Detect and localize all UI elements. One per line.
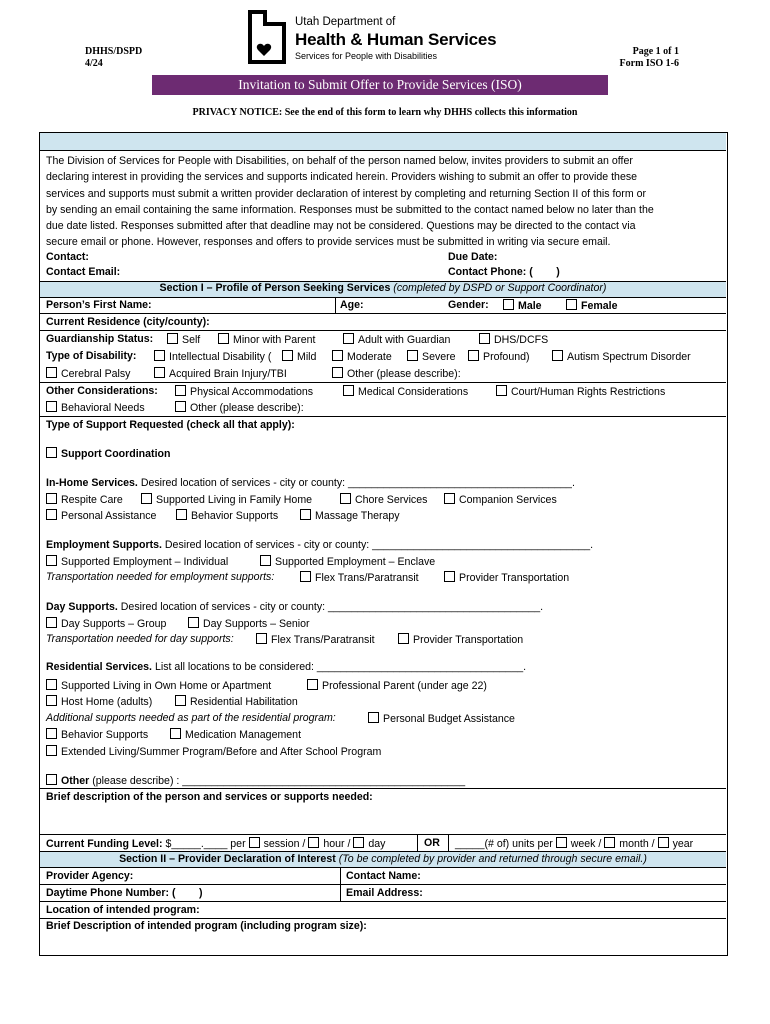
page-label: Page 1 of 1	[632, 46, 679, 57]
day-group[interactable]	[46, 617, 166, 631]
residential-label: Residential Services.	[46, 661, 152, 673]
option-label: Companion Services	[459, 494, 557, 506]
option-label: day	[368, 838, 386, 850]
option-label: session /	[263, 838, 306, 850]
employment-desired: Desired location of services - city or county: _____________________________________.	[164, 539, 594, 551]
checkbox[interactable]	[167, 333, 178, 344]
intro-line: The Division of Services for People with Disabilities, on behalf of the person named below, invites providers to submit an offer	[46, 155, 633, 167]
intro-line: by sending an email containing the same information. Responses must be submitted to the contact named below no later than the	[46, 203, 654, 216]
residential-behavior[interactable]	[46, 728, 148, 742]
option-label: Day Supports – Senior	[203, 618, 310, 630]
checkbox[interactable]	[260, 555, 271, 566]
checkbox[interactable]	[46, 728, 57, 739]
age-label: Age:	[340, 299, 364, 311]
form-date: 4/24	[85, 58, 103, 69]
intro-line: services and supports must submit a written provider declaration of interest by completing and returning Section II of this form or	[46, 187, 647, 200]
intro-paragraph	[46, 153, 722, 251]
option-label: Medication Management	[185, 729, 302, 741]
option-label: year	[672, 838, 694, 850]
gender-female[interactable]	[566, 299, 618, 313]
section2-title: Section II – Provider Declaration of Interest	[119, 853, 336, 865]
inhome-personal[interactable]	[46, 509, 156, 523]
option-label: Medical Considerations	[358, 386, 469, 398]
option-label: Male	[518, 300, 542, 312]
residential-own-home[interactable]	[46, 679, 271, 693]
option-label: Massage Therapy	[315, 510, 400, 522]
employment-heading	[46, 539, 593, 552]
checkbox-day[interactable]	[353, 837, 364, 848]
inhome-heading	[46, 477, 575, 490]
checkbox[interactable]	[46, 774, 57, 785]
disability-autism[interactable]	[552, 350, 691, 364]
form-code: DHHS/DSPD	[85, 46, 143, 57]
option-label: Behavioral Needs	[61, 402, 145, 414]
option-label: Extended Living/Summer Program/Before and After School Program	[61, 746, 382, 758]
checkbox[interactable]	[175, 695, 186, 706]
option-label: month /	[619, 838, 655, 850]
checkbox[interactable]	[479, 333, 490, 344]
email-address-label: Email Address:	[346, 887, 423, 899]
checkbox[interactable]	[46, 447, 57, 458]
residence-label: Current Residence (city/county):	[46, 316, 210, 328]
residential-host-home[interactable]	[46, 695, 152, 709]
checkbox[interactable]	[46, 695, 57, 706]
checkbox[interactable]	[188, 617, 199, 628]
funding-amount: $_____.____ per	[165, 838, 246, 850]
checkbox[interactable]	[154, 350, 165, 361]
disability-profound[interactable]	[468, 350, 530, 364]
option-label: Intellectual Disability (	[169, 351, 272, 363]
checkbox[interactable]	[46, 509, 57, 520]
day-heading	[46, 601, 543, 614]
day-label: Day Supports.	[46, 601, 118, 613]
option-label: Cerebral Palsy	[61, 368, 131, 380]
other-describe[interactable]	[175, 401, 304, 415]
checkbox-week[interactable]	[556, 837, 567, 848]
option-label: hour /	[323, 838, 351, 850]
checkbox-year[interactable]	[658, 837, 669, 848]
checkbox[interactable]	[307, 679, 318, 690]
other-physical[interactable]	[175, 385, 313, 399]
residential-medication[interactable]	[170, 728, 301, 742]
option-label: Supported Employment – Enclave	[275, 556, 436, 568]
section1-title: Section I – Profile of Person Seeking Services	[159, 282, 391, 294]
residential-desired: List all locations to be considered: ___________________________________.	[154, 661, 527, 673]
option-label: week /	[570, 838, 602, 850]
day-senior[interactable]	[188, 617, 310, 631]
due-date-label: Due Date:	[448, 251, 498, 263]
checkbox[interactable]	[300, 509, 311, 520]
day-provider-trans[interactable]	[398, 633, 523, 647]
section2-heading	[40, 853, 726, 866]
inhome-desired: Desired location of services - city or county: ______________________________________.	[140, 477, 575, 489]
residential-habilitation[interactable]	[175, 695, 298, 709]
intro-line: declaring interest in providing the services and supports indicated herein. Providers wishing to submit an offer to provide these	[46, 171, 638, 184]
checkbox[interactable]	[398, 633, 409, 644]
checkbox-hour[interactable]	[308, 837, 319, 848]
checkbox[interactable]	[46, 401, 57, 412]
section1-heading	[40, 282, 726, 295]
checkbox[interactable]	[175, 401, 186, 412]
employment-transport-label: Transportation needed for employment supports:	[46, 571, 275, 583]
option-label: Other	[61, 775, 90, 787]
option-label: Behavior Supports	[191, 510, 279, 522]
checkbox[interactable]	[282, 350, 293, 361]
checkbox[interactable]	[566, 299, 577, 310]
disability-other[interactable]	[332, 367, 461, 381]
option-label: Supported Employment – Individual	[61, 556, 229, 568]
disability-id[interactable]	[154, 350, 271, 364]
checkbox[interactable]	[46, 555, 57, 566]
checkbox[interactable]	[343, 333, 354, 344]
option-label: Support Coordination	[61, 448, 171, 460]
guardianship-minor[interactable]	[218, 333, 315, 347]
option-label: Severe	[422, 351, 456, 363]
provider-agency-label: Provider Agency:	[46, 870, 134, 882]
option-label: Adult with Guardian	[358, 334, 451, 346]
disability-label: Type of Disability:	[46, 350, 137, 362]
funding-label: Current Funding Level:	[46, 838, 163, 850]
option-label: Personal Budget Assistance	[383, 713, 515, 725]
checkbox[interactable]	[170, 728, 181, 739]
checkbox[interactable]	[496, 385, 507, 396]
inhome-respite[interactable]	[46, 493, 123, 507]
checkbox[interactable]	[176, 509, 187, 520]
option-label: Residential Habilitation	[190, 696, 298, 708]
utah-state-icon	[247, 10, 287, 64]
checkbox[interactable]	[46, 367, 57, 378]
checkbox[interactable]	[468, 350, 479, 361]
inhome-chore[interactable]	[340, 493, 427, 507]
checkbox[interactable]	[332, 350, 343, 361]
form-number: Form ISO 1-6	[619, 58, 679, 69]
residential-budget[interactable]	[368, 712, 515, 726]
employment-provider-trans[interactable]	[444, 571, 569, 585]
checkbox[interactable]	[46, 493, 57, 504]
option-label: Minor with Parent	[233, 334, 316, 346]
checkbox[interactable]	[444, 493, 455, 504]
other-court[interactable]	[496, 385, 665, 399]
option-label: Day Supports – Group	[61, 618, 167, 630]
day-desired: Desired location of services - city or county: ____________________________________.	[120, 601, 544, 613]
disability-severe[interactable]	[407, 350, 456, 364]
option-label: Chore Services	[355, 494, 428, 506]
units-row	[455, 837, 693, 851]
checkbox[interactable]	[46, 745, 57, 756]
page-info-block	[620, 46, 679, 70]
form-code-block	[85, 46, 142, 70]
inhome-label: In-Home Services.	[46, 477, 138, 489]
checkbox[interactable]	[175, 385, 186, 396]
checkbox-month[interactable]	[604, 837, 615, 848]
checkbox[interactable]	[340, 493, 351, 504]
logo-org-line3: Services for People with Disabilities	[295, 51, 438, 61]
contact-label: Contact:	[46, 251, 89, 263]
checkbox[interactable]	[552, 350, 563, 361]
checkbox[interactable]	[407, 350, 418, 361]
section-header-shade	[40, 133, 726, 150]
option-label: Personal Assistance	[61, 510, 157, 522]
option-label: Flex Trans/Paratransit	[271, 634, 375, 646]
employment-individual[interactable]	[46, 555, 228, 569]
residential-heading	[46, 661, 526, 674]
checkbox[interactable]	[256, 633, 267, 644]
guardianship-adult[interactable]	[343, 333, 450, 347]
checkbox[interactable]	[154, 367, 165, 378]
gender-label: Gender:	[448, 299, 489, 311]
option-label: Female	[581, 300, 618, 312]
option-label: Flex Trans/Paratransit	[315, 572, 419, 584]
day-flex-trans[interactable]	[256, 633, 375, 647]
support-type-label: Type of Support Requested (check all that apply):	[46, 419, 295, 431]
option-label: Self	[182, 334, 201, 346]
support-coordination[interactable]	[46, 447, 170, 461]
contact-name-label: Contact Name:	[346, 870, 421, 882]
disability-moderate[interactable]	[332, 350, 392, 364]
or-label: OR	[424, 837, 440, 849]
employment-label: Employment Supports.	[46, 539, 162, 551]
option-label: Behavior Supports	[61, 729, 149, 741]
program-description-label: Brief Description of intended program (including program size):	[46, 920, 367, 932]
checkbox[interactable]	[343, 385, 354, 396]
option-label: Host Home (adults)	[61, 696, 153, 708]
intro-line: secure email or phone. However, responses and offers to provide services must be submitted in writing via secure email.	[46, 236, 611, 249]
option-label: Court/Human Rights Restrictions	[511, 386, 666, 398]
contact-email-label: Contact Email:	[46, 266, 121, 278]
residential-professional-parent[interactable]	[307, 679, 487, 693]
checkbox[interactable]	[46, 679, 57, 690]
option-label: Moderate	[347, 351, 392, 363]
logo-org-line2: Health & Human Services	[295, 30, 497, 49]
section1-note: (completed by DSPD or Support Coordinator)	[393, 282, 607, 294]
location-label: Location of intended program:	[46, 904, 200, 916]
checkbox[interactable]	[141, 493, 152, 504]
inhome-massage[interactable]	[300, 509, 400, 523]
form-title: Invitation to Submit Offer to Provide Services (ISO)	[152, 75, 608, 95]
guardianship-self[interactable]	[167, 333, 200, 347]
units-text: _____(# of) units per	[455, 838, 553, 850]
section2-note: (To be completed by provider and returned through secure email.)	[338, 853, 647, 865]
option-label: Provider Transportation	[413, 634, 524, 646]
inhome-family-home[interactable]	[141, 493, 312, 507]
option-label: Physical Accommodations	[190, 386, 314, 398]
brief-description-label: Brief description of the person and services or supports needed:	[46, 791, 373, 803]
privacy-notice: PRIVACY NOTICE: See the end of this form to learn why DHHS collects this information	[192, 107, 578, 118]
checkbox[interactable]	[218, 333, 229, 344]
inhome-companion[interactable]	[444, 493, 557, 507]
other-service[interactable]	[46, 774, 465, 788]
contact-phone-label: Contact Phone: ( )	[448, 266, 560, 278]
day-transport-label: Transportation needed for day supports:	[46, 633, 234, 645]
funding-row	[46, 837, 385, 851]
other-medical[interactable]	[343, 385, 468, 399]
other-considerations-label: Other Considerations:	[46, 385, 158, 397]
option-label: Respite Care	[61, 494, 123, 506]
option-label: Supported Living in Own Home or Apartment	[61, 680, 272, 692]
checkbox[interactable]	[300, 571, 311, 582]
disability-cp[interactable]	[46, 367, 130, 381]
checkbox[interactable]	[46, 617, 57, 628]
first-name-label: Person’s First Name:	[46, 299, 152, 311]
daytime-phone-label: Daytime Phone Number: ( )	[46, 887, 203, 899]
guardianship-dcfs[interactable]	[479, 333, 548, 347]
checkbox-session[interactable]	[249, 837, 260, 848]
option-label: DHS/DCFS	[494, 334, 549, 346]
option-label: Provider Transportation	[459, 572, 570, 584]
logo-org-line1: Utah Department of	[295, 16, 396, 28]
residential-additional-label: Additional supports needed as part of the residential program:	[46, 712, 336, 724]
option-label: Profound)	[483, 351, 530, 363]
other-behavioral[interactable]	[46, 401, 145, 415]
option-label: Supported Living in Family Home	[156, 494, 313, 506]
option-label: Professional Parent (under age 22)	[322, 680, 487, 692]
disability-abi[interactable]	[154, 367, 287, 381]
gender-male[interactable]	[503, 299, 542, 313]
employment-flex-trans[interactable]	[300, 571, 419, 585]
option-label: Other (please describe):	[190, 402, 304, 414]
option-label: Mild	[297, 351, 317, 363]
inhome-behavior[interactable]	[176, 509, 278, 523]
intro-line: due date listed. Responses submitted after that deadline may not be considered. Questions may be directed to the contact via	[46, 220, 636, 233]
guardianship-label: Guardianship Status:	[46, 333, 154, 345]
residential-extended[interactable]	[46, 745, 381, 759]
disability-mild[interactable]	[282, 350, 316, 364]
checkbox[interactable]	[444, 571, 455, 582]
option-label: Other (please describe):	[347, 368, 461, 380]
checkbox[interactable]	[332, 367, 343, 378]
option-label: Autism Spectrum Disorder	[567, 351, 691, 363]
other-service-describe: (please describe) : ________________________________________________	[92, 775, 466, 787]
checkbox[interactable]	[503, 299, 514, 310]
checkbox[interactable]	[368, 712, 379, 723]
option-label: Acquired Brain Injury/TBI	[169, 368, 287, 380]
employment-enclave[interactable]	[260, 555, 435, 569]
hhs-logo	[247, 10, 507, 65]
